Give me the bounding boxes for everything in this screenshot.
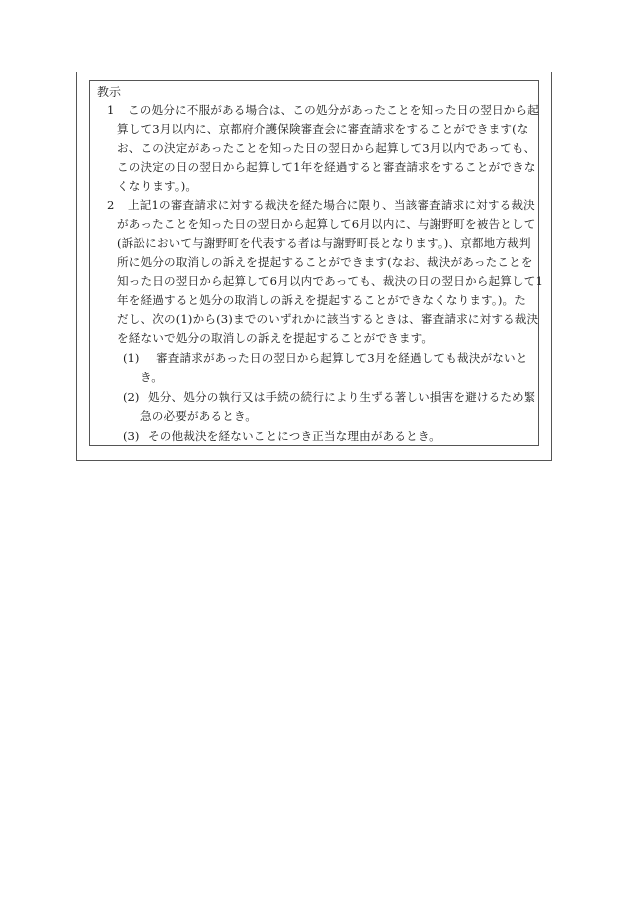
subitem-number: (2) <box>123 390 140 404</box>
notice-box <box>89 80 543 446</box>
item-line: を経ないで処分の取消しの訴えを提起することができます。 <box>117 331 434 345</box>
subitem-line: その他裁決を経ないことにつき正当な理由があるとき。 <box>148 429 441 443</box>
notice-heading: 教示 <box>97 85 122 99</box>
subitem-number: (3) <box>123 429 140 443</box>
item-line: があったことを知った日の翌日から起算して6月以内に、与謝野町を被告として <box>117 217 536 231</box>
item-line: 所に処分の取消しの訴えを提起することができます(なお、裁決があったことを <box>117 255 533 269</box>
subitem-number: (1) <box>123 351 140 365</box>
item-line: お、この決定があったことを知った日の翌日から起算して3月以内であっても、 <box>117 141 536 155</box>
item-number: 1 <box>107 103 115 117</box>
subitem-line: 急の必要があるとき。 <box>140 409 257 423</box>
item-line: 知った日の翌日から起算して6月以内であっても、裁決の日の翌日から起算して1 <box>117 274 543 288</box>
item-line: 年を経過すると処分の取消しの訴えを提起することができなくなります。)。た <box>117 293 526 307</box>
item-line: だし、次の(1)から(3)までのいずれかに該当するときは、審査請求に対する裁決 <box>117 312 539 326</box>
subitem-line: 処分、処分の執行又は手続の続行により生ずる著しい損害を避けるため緊 <box>148 390 536 404</box>
subitem-line: き。 <box>140 370 164 384</box>
subitem-line: 審査請求があった日の翌日から起算して3月を経過しても裁決がないと <box>156 351 528 365</box>
item-line: この決定の日の翌日から起算して1年を経過すると審査請求をすることができな <box>117 160 536 174</box>
item-line: この処分に不服がある場合は、この処分があったことを知った日の翌日から起 <box>128 103 539 117</box>
item-line: 算して3月以内に、京都府介護保険審査会に審査請求をすることができます(な <box>117 122 529 136</box>
item-number: 2 <box>107 198 115 212</box>
item-line: 上記1の審査請求に対する裁決を経た場合に限り、当該審査請求に対する裁決 <box>128 198 535 212</box>
item-line: くなります。)。 <box>117 179 198 193</box>
item-line: (訴訟において与謝野町を代表する者は与謝野町長となります。)、京都地方裁判 <box>117 236 531 250</box>
